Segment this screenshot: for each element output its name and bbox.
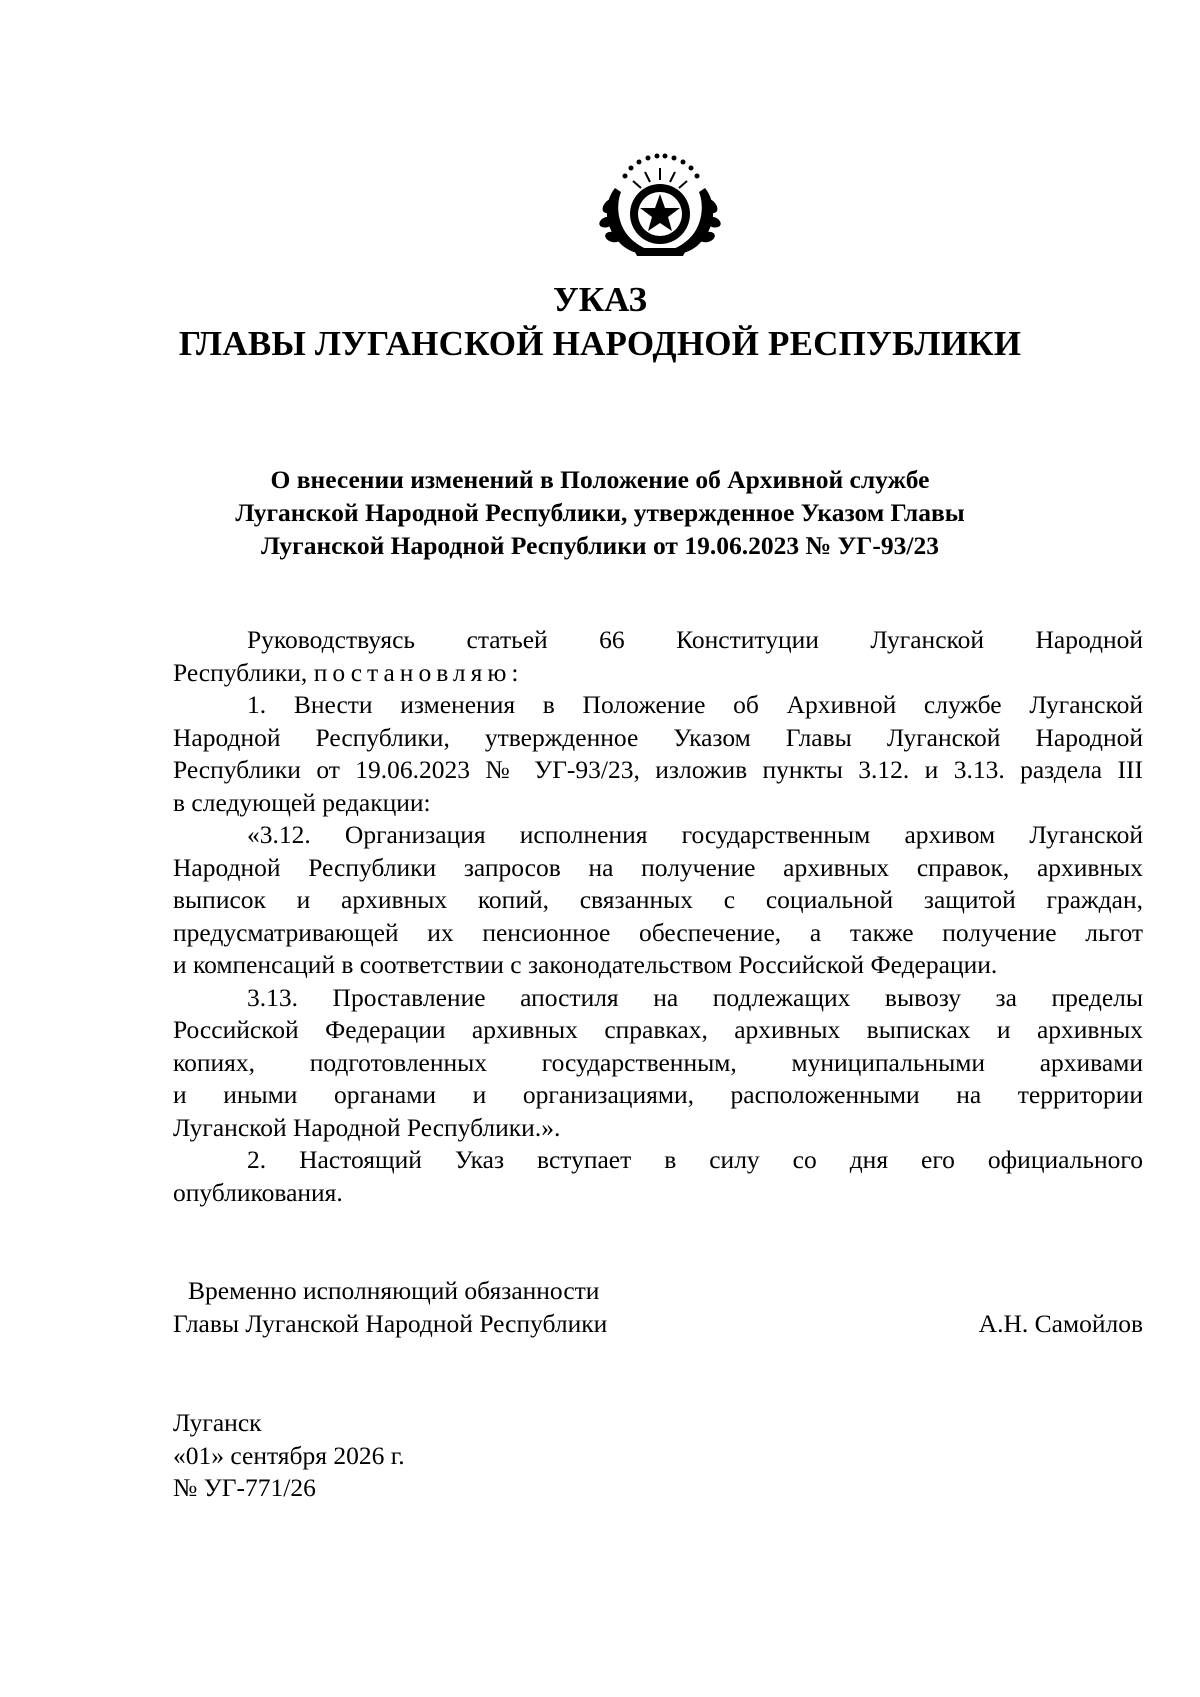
body-line: опубликования. [173,1177,343,1207]
clause-2-paragraph [173,1144,1143,1209]
issuer-title: ГЛАВЫ ЛУГАНСКОЙ НАРОДНОЙ РЕСПУБЛИКИ [178,324,1022,363]
body-line: предусматривающей их пенсионное обеспечение, а также получение льгот [173,917,1143,947]
decree-subject [150,463,1050,562]
body-line: «3.12. Организация исполнения государственным архивом Луганской [247,820,1143,849]
document-title [0,278,1200,366]
subject-line: Луганской Народной Республики от 19.06.2023 № УГ-93/23 [261,531,939,560]
decree-verb: постановляю: [313,657,524,687]
body-line: Народной Республики, утвержденное Указом Главы Луганской Народной [173,722,1143,752]
subject-line: О внесении изменений в Положение об Архивной службе [270,465,930,494]
body-line: Российской Федерации архивных справках, архивных выписках и архивных [173,1015,1143,1044]
clause-3-13-paragraph [173,982,1143,1145]
signature-block [173,1275,1143,1340]
signatory-role: Временно исполняющий обязанности [188,1276,600,1305]
subject-line: Луганской Народной Республики, утвержденное Указом Главы [235,498,965,527]
issue-city: Луганск [173,1408,262,1437]
body-line: и иными органами и организациями, расположенными на территории [173,1080,1143,1109]
body-line: копиях, подготовленных государственным, муниципальными архивами [173,1047,1143,1077]
body-line: выписок и архивных копий, связанных с социальной защитой граждан, [173,885,1143,914]
document-type: УКАЗ [553,280,647,319]
body-line: 2. Настоящий Указ вступает в силу со дня его официального [247,1145,1143,1174]
signatory-name: А.Н. Самойлов [978,1308,1143,1338]
body-line [173,657,1143,690]
body-line: 1. Внести изменения в Положение об Архивной службе Луганской [247,690,1143,719]
body-line: Народной Республики запросов на получение архивных справок, архивных [173,852,1143,882]
signature-row [173,1308,1143,1341]
clause-1-paragraph [173,689,1143,819]
lpr-coat-of-arms-icon [595,148,725,266]
clause-3-12-paragraph [173,819,1143,982]
body-line: Республики от 19.06.2023 № УГ-93/23, изложив пункты 3.12. и 3.13. раздела III [173,755,1143,784]
issue-date: «01» сентября 2026 г. [173,1440,405,1470]
decree-number: № УГ-771/26 [173,1473,316,1502]
body-line: 3.13. Проставление апостиля на подлежащих вывозу за пределы [247,982,1143,1012]
body-text: Республики, [173,657,314,687]
decree-body [173,624,1143,1209]
decree-footer [173,1407,405,1505]
body-line: в следующей редакции: [173,787,431,817]
body-line: Руководствуясь статьей 66 Конституции Луганской Народной [247,625,1143,654]
body-line: и компенсаций в соответствии с законодательством Российской Федерации. [173,950,998,979]
body-line: Луганской Народной Республики.». [173,1112,561,1142]
signatory-role: Главы Луганской Народной Республики [173,1308,608,1338]
preamble-paragraph [173,624,1143,689]
